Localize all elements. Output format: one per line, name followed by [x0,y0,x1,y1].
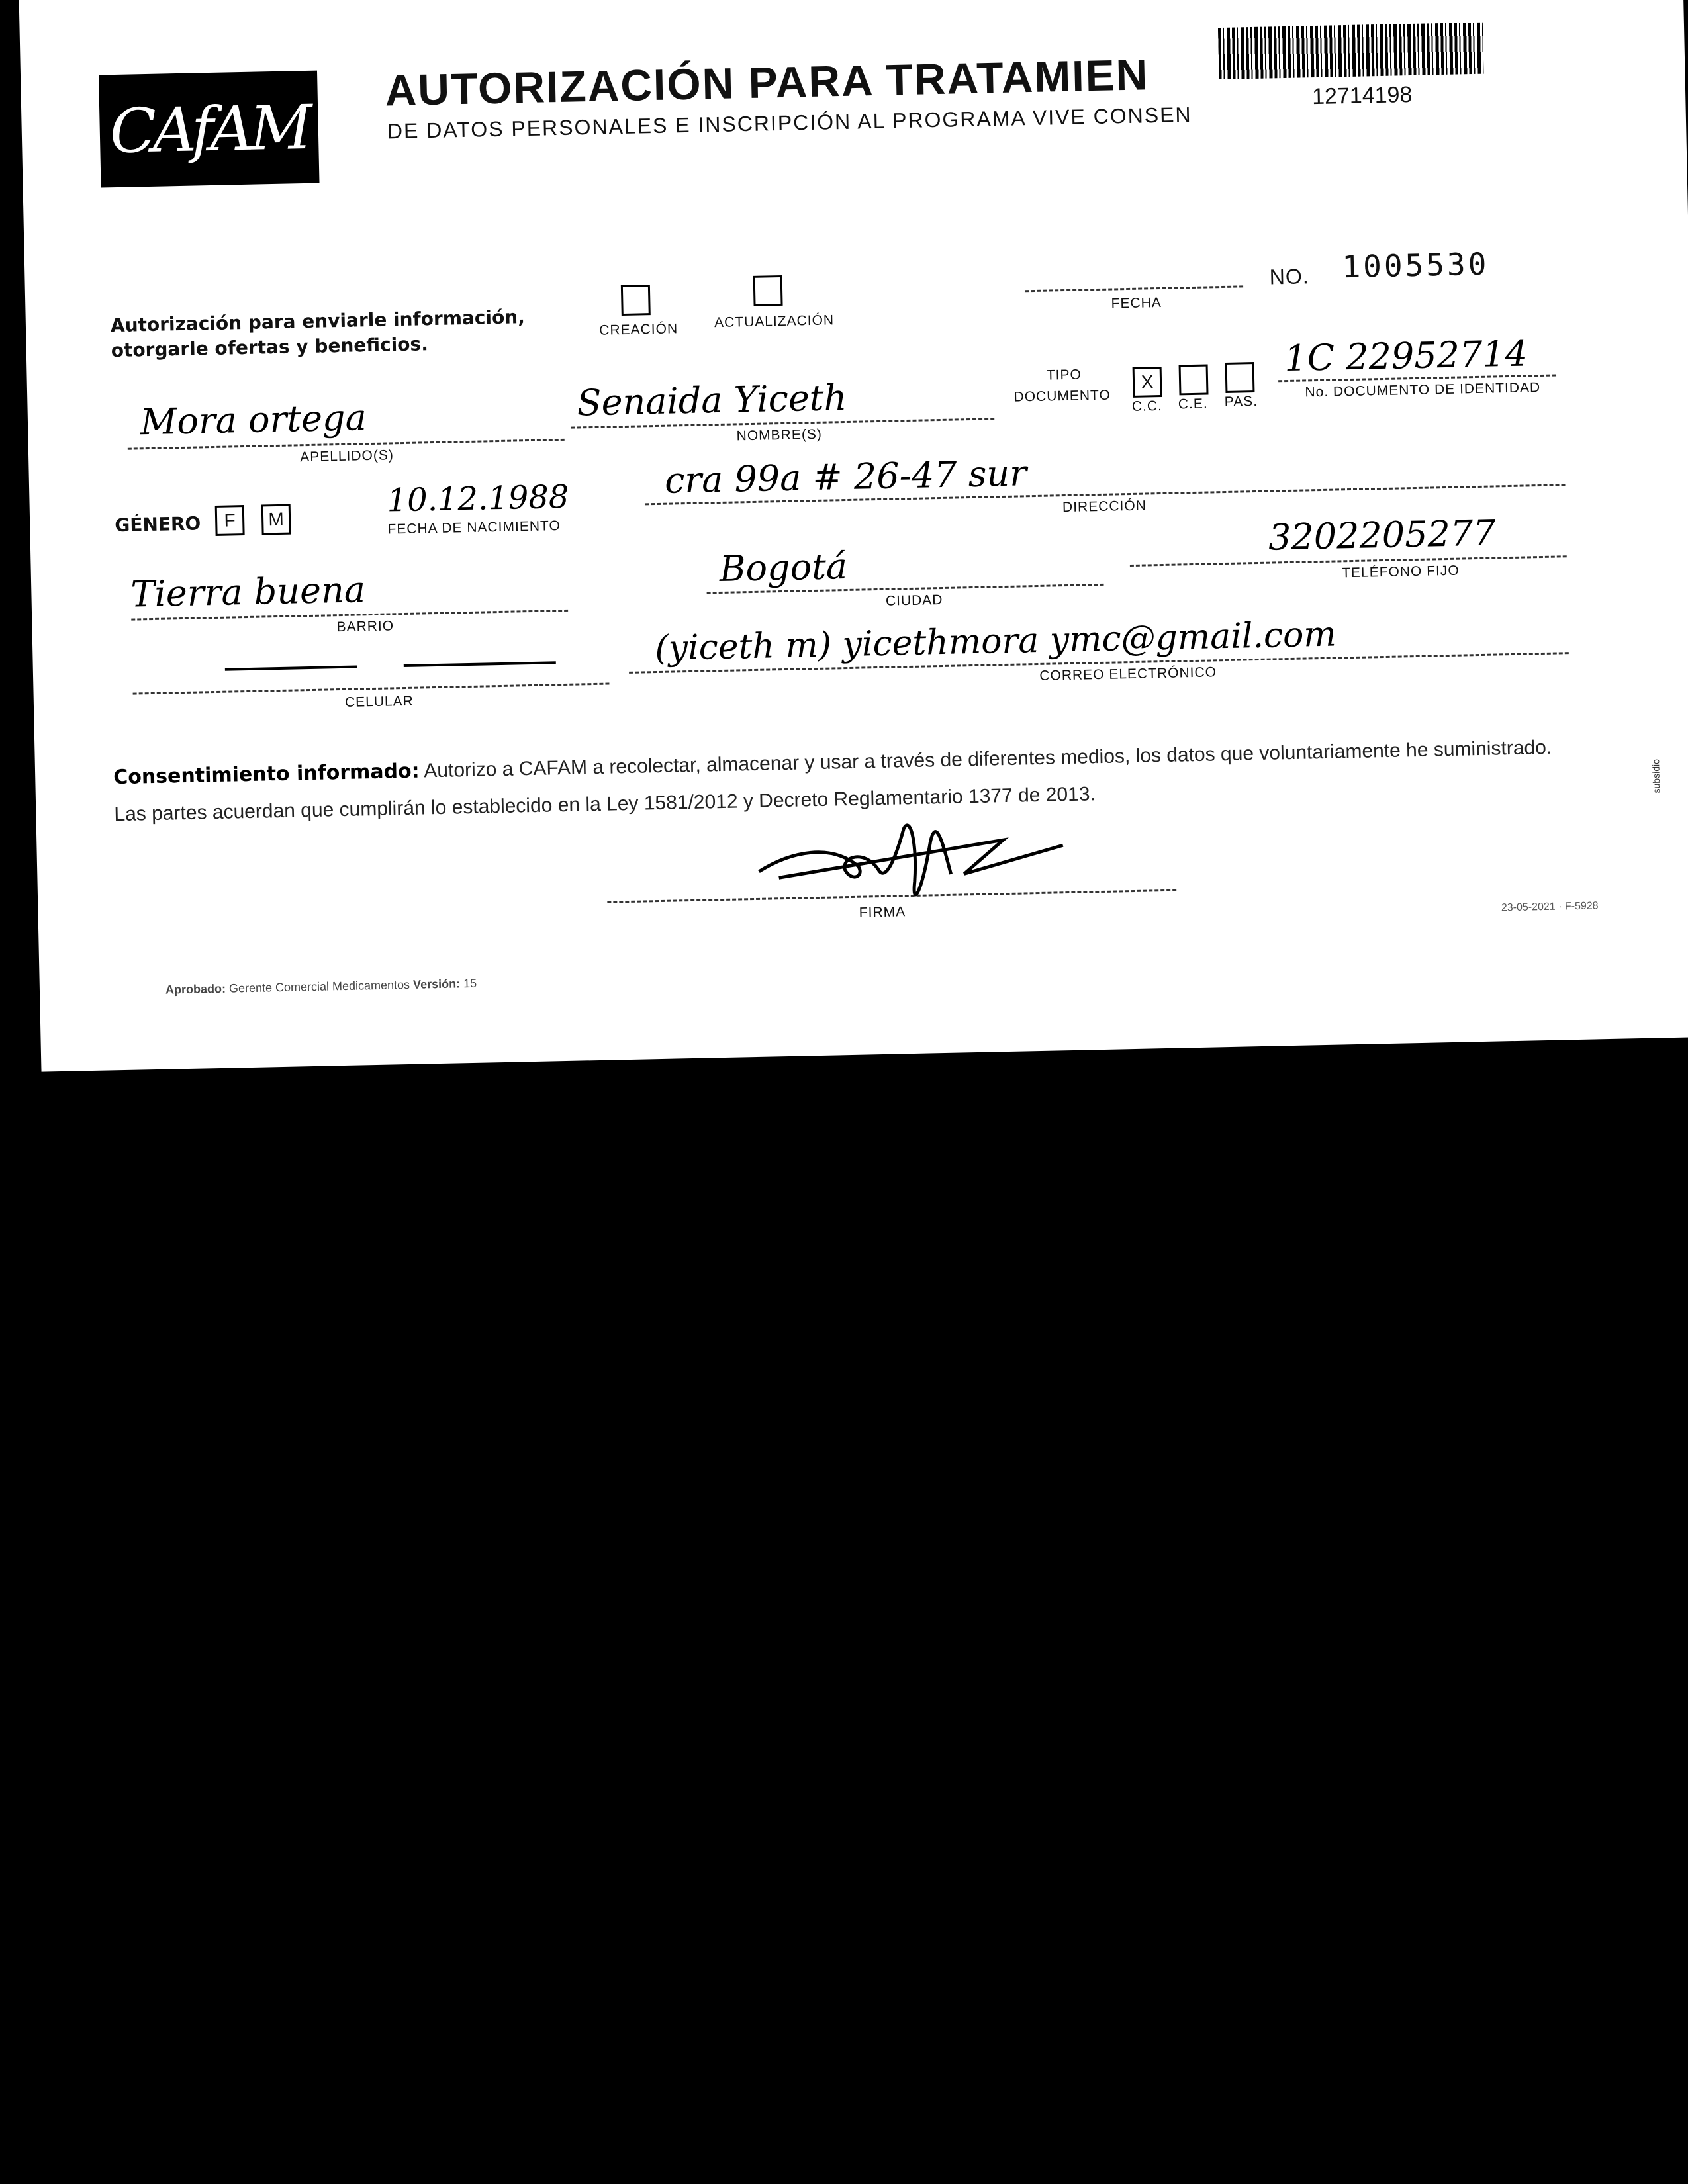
form-code: 23-05-2021 · F-5928 [1501,900,1599,914]
nombres-label: NOMBRE(S) [736,426,823,444]
footer [165,977,477,997]
version-value: 15 [463,976,477,991]
tipo-documento-label-1: TIPO [1046,367,1082,383]
authorization-form [19,0,1688,1072]
celular-stroke-2 [404,661,556,667]
form-number-label: NO. [1269,264,1310,289]
genero-f-checkbox[interactable]: F [215,505,245,536]
aprobado-label: Aprobado: [165,981,226,997]
barcode-icon [1218,23,1484,79]
side-text: subsidio [1650,758,1662,794]
barrio-value[interactable]: Tierra buena [130,569,366,615]
genero-m-checkbox[interactable]: M [261,504,291,535]
form-title: AUTORIZACIÓN PARA TRATAMIEN [384,50,1150,115]
celular-label: CELULAR [344,693,414,710]
cc-label: C.C. [1131,398,1163,414]
ciudad-label: CIUDAD [885,592,943,609]
fecha-label: FECHA [1111,295,1162,312]
consent-heading: Consentimiento informado: [113,759,420,790]
direccion-value[interactable]: cra 99a # 26-47 sur [664,452,1027,502]
correo-value[interactable]: (yiceth m) yicethmora ymc@gmail.com [654,614,1337,669]
ciudad-value[interactable]: Bogotá [719,545,848,590]
creacion-checkbox[interactable] [621,285,651,316]
telefono-label: TELÉFONO FIJO [1341,563,1460,581]
actualizacion-checkbox[interactable] [753,275,783,306]
nombres-value[interactable]: Senaida Yiceth [576,376,847,424]
tipo-documento-label-2: DOCUMENTO [1013,387,1111,405]
celular-line [133,683,610,695]
firma-label: FIRMA [859,904,906,921]
fecha-line [1025,285,1243,292]
cc-checkbox[interactable]: X [1133,367,1162,398]
nacimiento-label: FECHA DE NACIMIENTO [387,518,561,537]
form-number: 1005530 [1341,246,1489,285]
consent-text-2: Las partes acuerdan que cumplirán lo establecido en la Ley 1581/2012 y Decreto Reglamentario 1377 de 2013. [114,783,1096,826]
direccion-label: DIRECCIÓN [1062,498,1147,516]
celular-stroke-1 [225,666,357,671]
nacimiento-value[interactable]: 10.12.1988 [387,478,569,520]
pas-checkbox[interactable] [1225,362,1255,393]
form-subtitle: DE DATOS PERSONALES E INSCRIPCIÓN AL PROGRAMA VIVE CONSEN [387,102,1192,144]
ce-label: C.E. [1178,396,1208,412]
ce-checkbox[interactable] [1179,365,1209,396]
actualizacion-label: ACTUALIZACIÓN [714,312,835,331]
intro-line-1: Autorización para enviarle información, [110,306,526,337]
documento-label: No. DOCUMENTO DE IDENTIDAD [1305,379,1541,400]
intro-line-2: otorgarle ofertas y beneficios. [111,333,429,362]
cafam-logo: CAfAM [99,71,319,188]
apellidos-label: APELLIDO(S) [299,447,395,465]
pas-label: PAS. [1224,393,1258,410]
telefono-value[interactable]: 3202205277 [1268,512,1497,559]
correo-label: CORREO ELECTRÓNICO [1039,664,1217,684]
apellidos-value[interactable]: Mora ortega [140,396,367,443]
version-label: Versión: [412,977,461,991]
genero-label: GÉNERO [114,512,201,537]
signature-icon[interactable] [751,799,1084,925]
consent-text-1: Autorizo a CAFAM a recolectar, almacenar y usar a través de diferentes medios, los datos que voluntariamente he suministrado. [424,736,1552,782]
creacion-label: CREACIÓN [599,321,679,338]
documento-value[interactable]: 1C 22952714 [1284,332,1528,380]
barcode-number: 12714198 [1311,81,1413,110]
aprobado-value: Gerente Comercial Medicamentos [228,978,410,995]
barrio-label: BARRIO [336,618,395,635]
